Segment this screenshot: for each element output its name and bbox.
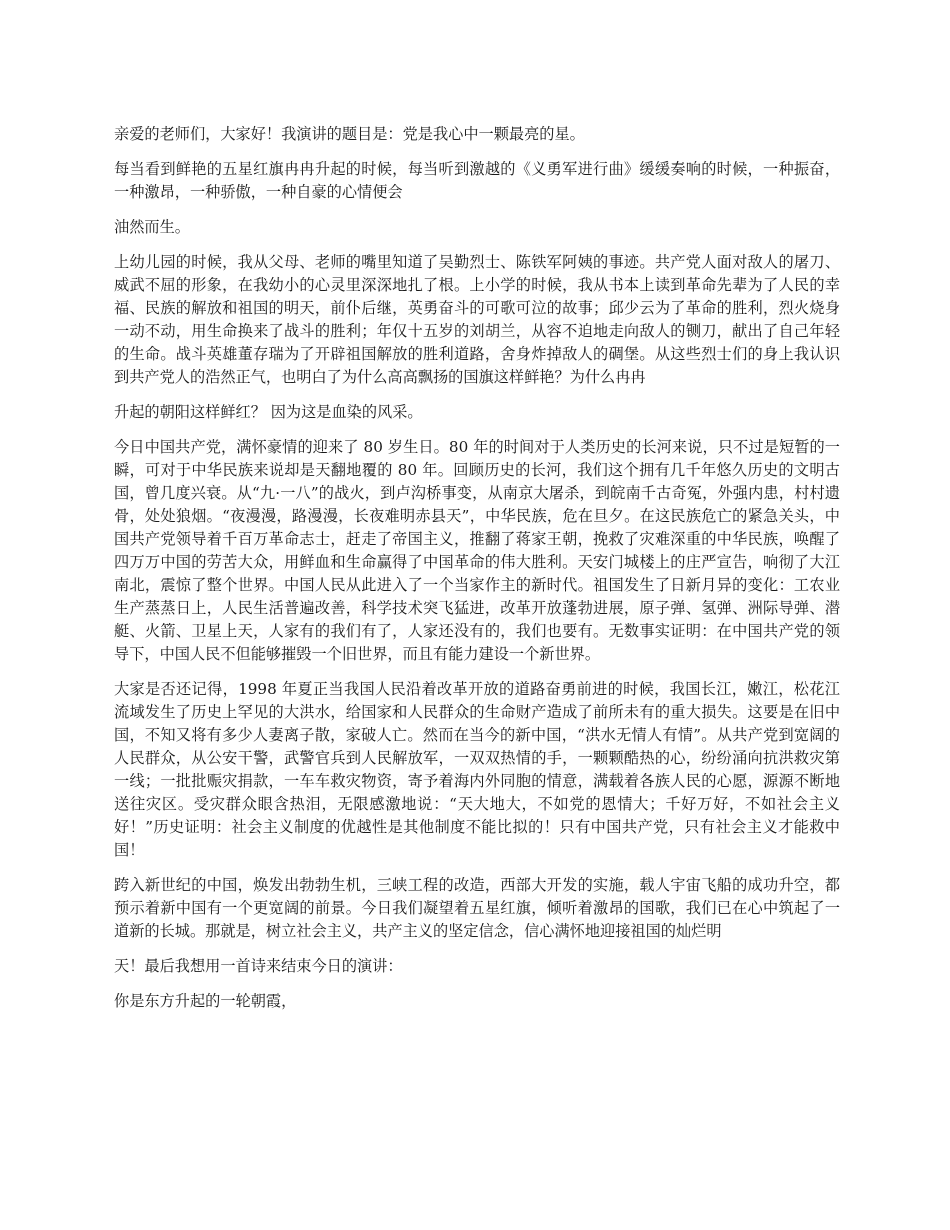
- paragraph-childhood: 上幼儿园的时候，我从父母、老师的嘴里知道了吴勤烈士、陈铁军阿姨的事迹。共产党人面对敌人的屠刀、威武不屈的形象，在我幼小的心灵里深深地扎了根。上小学的时候，我从书本上读到革命先辈为了人民的幸福、民族的解放和祖国的明天，前仆后继，英勇奋斗的可歌可泣的故事；邱少云为了革命的胜利，烈火烧身一动不动，用生命换来了战斗的胜利；年仅十五岁的刘胡兰，从容不迫地走向敌人的铡刀，献出了自己年轻的生命。战斗英雄董存瑞为了开辟祖国解放的胜利道路，舍身炸掉敌人的碉堡。从这些烈士们的身上我认识到共产党人的浩然正气，也明白了为什么高高飘扬的国旗这样鲜艳？为什么冉冉: [114, 253, 840, 386]
- paragraph-flag: 每当看到鲜艳的五星红旗冉冉升起的时候，每当听到激越的《义勇军进行曲》缓缓奏响的时候，一种振奋，一种激昂，一种骄傲，一种自豪的心情便会: [114, 160, 840, 201]
- paragraph-new-century: 跨入新世纪的中国，焕发出勃勃生机，三峡工程的改造，西部大开发的实施，载人宇宙飞船的成功升空，都预示着新中国有一个更宽阔的前景。今日我们凝望着五星红旗，倾听着激昂的国歌，我们已在心中筑起了一道新的长城。那就是，树立社会主义，共产主义的坚定信念，信心满怀地迎接祖国的灿烂明: [114, 876, 840, 940]
- paragraph-1998-flood: 大家是否还记得，1998 年夏正当我国人民沿着改革开放的道路奋勇前进的时候，我国长江，嫩江，松花江流域发生了历史上罕见的大洪水，给国家和人民群众的生命财产造成了前所未有的重大损失。这要是在旧中国，不知又将有多少人妻离子散，家破人亡。然而在当今的新中国，“洪水无情人有情”。从共产党到宽阔的人民群众，从公安干警，武警官兵到人民解放军，一双双热情的手，一颗颗酷热的心，纷纷涌向抗洪救灾第一线；一批批赈灾捐款，一车车救灾物资，寄予着海内外同胞的情意，满载着各族人民的心愿，源源不断地送往灾区。受灾群众眼含热泪，无限感激地说：“天大地大，不如党的恩情大；千好万好，不如社会主义好！”历史证明：社会主义制度的优越性是其他制度不能比拟的！只有中国共产党，只有社会主义才能救中国！: [114, 680, 840, 859]
- paragraph-party-80-years: 今日中国共产党，满怀豪情的迎来了 80 岁生日。80 年的时间对于人类历史的长河来说，只不过是短暂的一瞬，可对于中华民族来说却是天翻地覆的 80 年。回顾历史的长河，我们这个拥有几千年悠久历史的文明古国，曾几度兴衰。从“九·一八”的战火，到卢沟桥事变，从南京大屠杀，到皖南千古奇冤，外强内患，村村遗骨，处处狼烟。“夜漫漫，路漫漫，长夜难明赤县天”，中华民族，危在旦夕。在这民族危亡的紧急关头，中国共产党领导着千百万革命志士，赶走了帝国主义，推翻了蒋家王朝，挽救了灾难深重的中华民族，唤醒了四万万中国的劳苦大众，用鲜血和生命赢得了中国革命的伟大胜利。天安门城楼上的庄严宣告，响彻了大江南北，震惊了整个世界。中国人民从此进入了一个当家作主的新时代。祖国发生了日新月异的变化：工农业生产蒸蒸日上，人民生活普遍改善，科学技术突飞猛进，改革开放蓬勃进展，原子弹、氢弹、洲际导弹、潜艇、火箭、卫星上天，人家有的我们有了，人家还没有的，我们也要有。无数事实证明：在中国共产党的领导下，中国人民不但能够摧毁一个旧世界，而且有能力建设一个新世界。: [114, 438, 840, 663]
- paragraph-childhood-continued: 升起的朝阳这样鲜红？ 因为这是血染的风采。: [114, 403, 423, 421]
- paragraph-flag-continued: 油然而生。: [114, 218, 190, 236]
- paragraph-greeting: 亲爱的老师们，大家好！我演讲的题目是：党是我心中一颗最亮的星。: [114, 125, 585, 143]
- document-body: [114, 123, 840, 1025]
- paragraph-closing: 天！最后我想用一首诗来结束今日的演讲：: [114, 957, 403, 975]
- paragraph-poem-line: 你是东方升起的一轮朝霞，: [114, 992, 297, 1010]
